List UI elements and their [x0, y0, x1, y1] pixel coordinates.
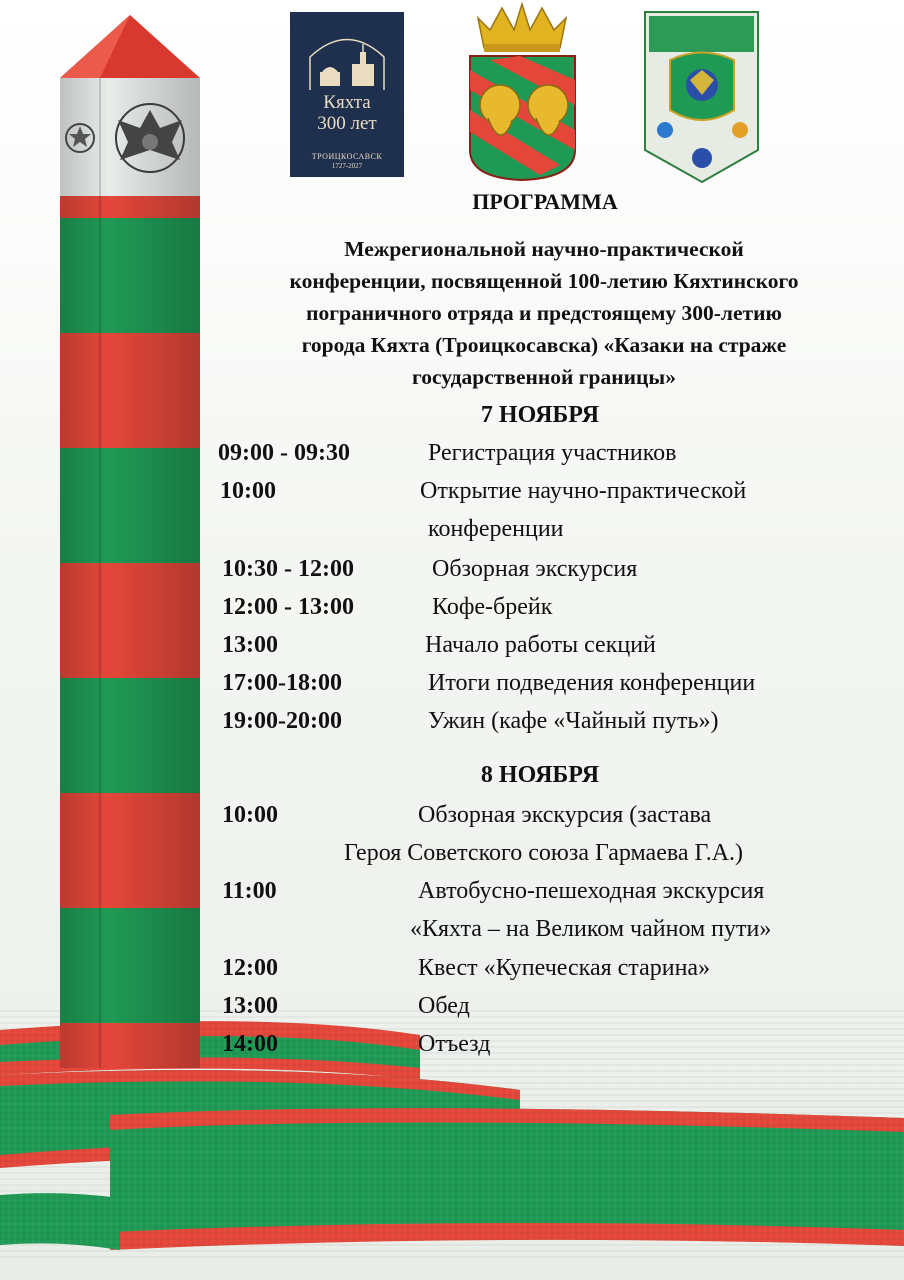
schedule-row [0, 993, 904, 1033]
city-skyline-icon [290, 12, 404, 92]
schedule-event: Квест «Купеческая старина» [418, 955, 711, 981]
schedule-time: 11:00 [222, 878, 277, 904]
schedule-event: Обед [418, 993, 470, 1019]
schedule-row [0, 708, 904, 748]
subtitle-line: города Кяхта (Троицкосавска) «Казаки на страже [301, 333, 787, 357]
schedule-event: Начало работы секций [425, 632, 656, 658]
schedule-event: Отъезд [418, 1031, 491, 1057]
schedule-event: Открытие научно-практической [420, 478, 747, 504]
schedule-row [0, 802, 904, 842]
lion-coat-of-arms-icon [470, 4, 575, 180]
schedule-row [0, 478, 904, 518]
schedule-time: 10:00 [222, 802, 278, 828]
border-guard-emblem-icon [645, 12, 758, 182]
schedule-row [0, 594, 904, 634]
schedule-row-continuation [0, 840, 904, 880]
schedule-event: Кофе-брейк [432, 594, 553, 620]
anniversary-logo [290, 12, 404, 177]
day-heading: 7 НОЯБРЯ [480, 402, 600, 428]
schedule-time: 13:00 [222, 993, 278, 1019]
schedule-row [0, 1031, 904, 1071]
schedule-row-continuation [0, 516, 904, 556]
schedule-row [0, 440, 904, 480]
conference-subtitle [210, 233, 878, 393]
schedule-time: 10:30 - 12:00 [222, 556, 354, 582]
schedule-event-continuation: «Кяхта – на Великом чайном пути» [410, 916, 772, 942]
day-heading: 8 НОЯБРЯ [480, 762, 600, 788]
schedule-event: Обзорная экскурсия [432, 556, 638, 582]
schedule-time: 09:00 - 09:30 [218, 440, 350, 466]
logo-dates: 1727-2027 [331, 162, 363, 170]
schedule-row [0, 955, 904, 995]
schedule-row [0, 632, 904, 672]
schedule-event-continuation: конференции [428, 516, 564, 542]
schedule-time: 12:00 [222, 955, 278, 981]
subtitle-line: Межрегиональной научно-практической [344, 237, 744, 261]
subtitle-line: пограничного отряда и предстоящему 300-летию [306, 301, 782, 325]
logo-years: 300 лет [317, 113, 377, 134]
schedule-row-continuation [0, 916, 904, 956]
schedule-event-continuation: Героя Советского союза Гармаева Г.А.) [344, 840, 744, 866]
schedule-time: 10:00 [220, 478, 276, 504]
schedule-time: 19:00-20:00 [222, 708, 342, 734]
schedule-time: 17:00-18:00 [222, 670, 342, 696]
subtitle-line: конференции, посвященной 100-летию Кяхтинского [289, 269, 799, 293]
schedule-row [0, 670, 904, 710]
logo-city-name: Кяхта [323, 92, 371, 113]
schedule-event: Итоги подведения конференции [428, 670, 756, 696]
schedule-event: Регистрация участников [428, 440, 677, 466]
schedule-event: Обзорная экскурсия (застава [418, 802, 712, 828]
subtitle-line: государственной границы» [412, 365, 676, 389]
schedule-event: Автобусно-пешеходная экскурсия [418, 878, 765, 904]
schedule-row [0, 878, 904, 918]
program-title: ПРОГРАММА [472, 189, 618, 214]
schedule-event: Ужин (кафе «Чайный путь») [428, 708, 719, 734]
schedule-row [0, 556, 904, 596]
logo-subtitle: ТРОИЦКОСАВСК [311, 152, 383, 161]
schedule-time: 12:00 - 13:00 [222, 594, 354, 620]
schedule-time: 14:00 [222, 1031, 278, 1057]
schedule-time: 13:00 [222, 632, 278, 658]
